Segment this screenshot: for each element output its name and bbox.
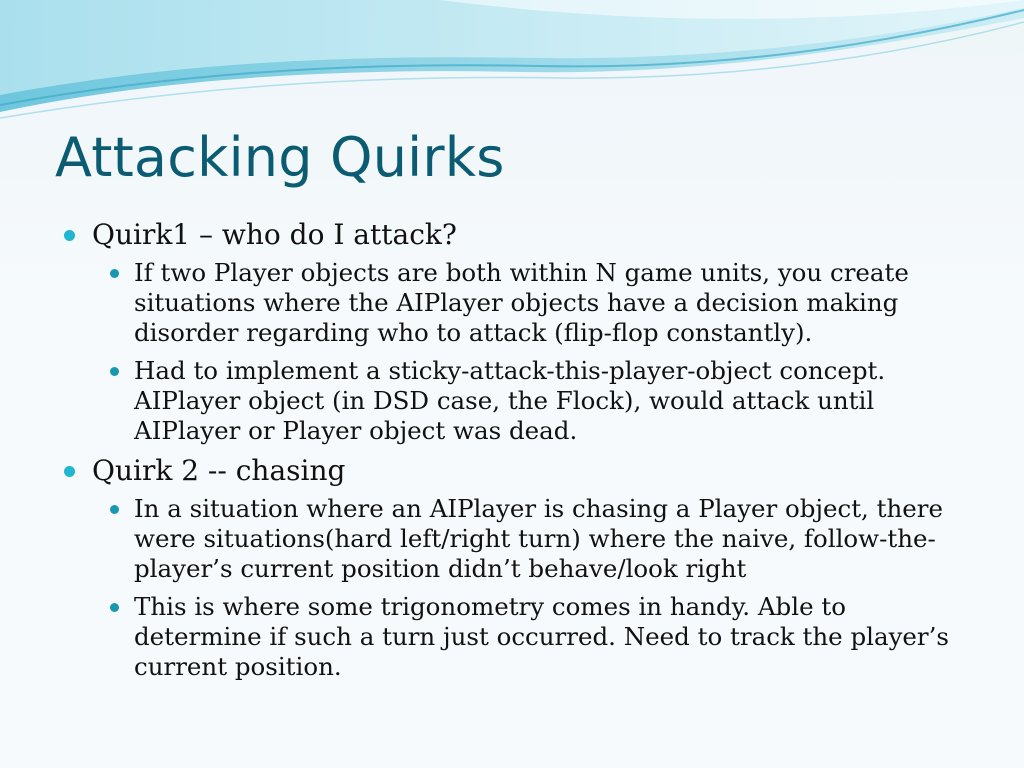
- sub-bullet-item: [92, 494, 974, 584]
- bullet-dot-icon: [64, 230, 75, 241]
- sub-bullet-item: [92, 356, 974, 446]
- sub-bullet-text: Had to implement a sticky-attack-this-player-object concept. AIPlayer object (in DSD case, the Flock), would attack until AIPlayer or Player object was dead.: [134, 356, 886, 445]
- header-wave-decoration: [0, 0, 1024, 125]
- sub-bullet-dot-icon: [110, 269, 119, 278]
- bullet-item-quirk2: [62, 454, 982, 682]
- bullet-content: [62, 218, 982, 690]
- sub-bullet-item: [92, 258, 974, 348]
- bullet-text: Quirk1 – who do I attack?: [92, 218, 457, 251]
- sub-bullet-list: [92, 494, 982, 682]
- bullet-list: [62, 218, 982, 682]
- sub-bullet-dot-icon: [110, 505, 119, 514]
- sub-bullet-list: [92, 258, 982, 446]
- bullet-dot-icon: [64, 466, 75, 477]
- slide-title: Attacking Quirks: [55, 126, 505, 189]
- sub-bullet-item: [92, 592, 974, 682]
- sub-bullet-text: This is where some trigonometry comes in handy. Able to determine if such a turn just occurred. Need to track the player’s current position.: [134, 592, 949, 681]
- sub-bullet-dot-icon: [110, 367, 119, 376]
- sub-bullet-dot-icon: [110, 603, 119, 612]
- bullet-item-quirk1: [62, 218, 982, 446]
- sub-bullet-text: If two Player objects are both within N game units, you create situations where the AIPlayer objects have a decision making disorder regarding who to attack (flip-flop constantly).: [134, 258, 909, 347]
- sub-bullet-text: In a situation where an AIPlayer is chasing a Player object, there were situations(hard left/right turn) where the naive, follow-the-player’s current position didn’t behave/look right: [134, 494, 943, 583]
- bullet-text: Quirk 2 -- chasing: [92, 454, 346, 487]
